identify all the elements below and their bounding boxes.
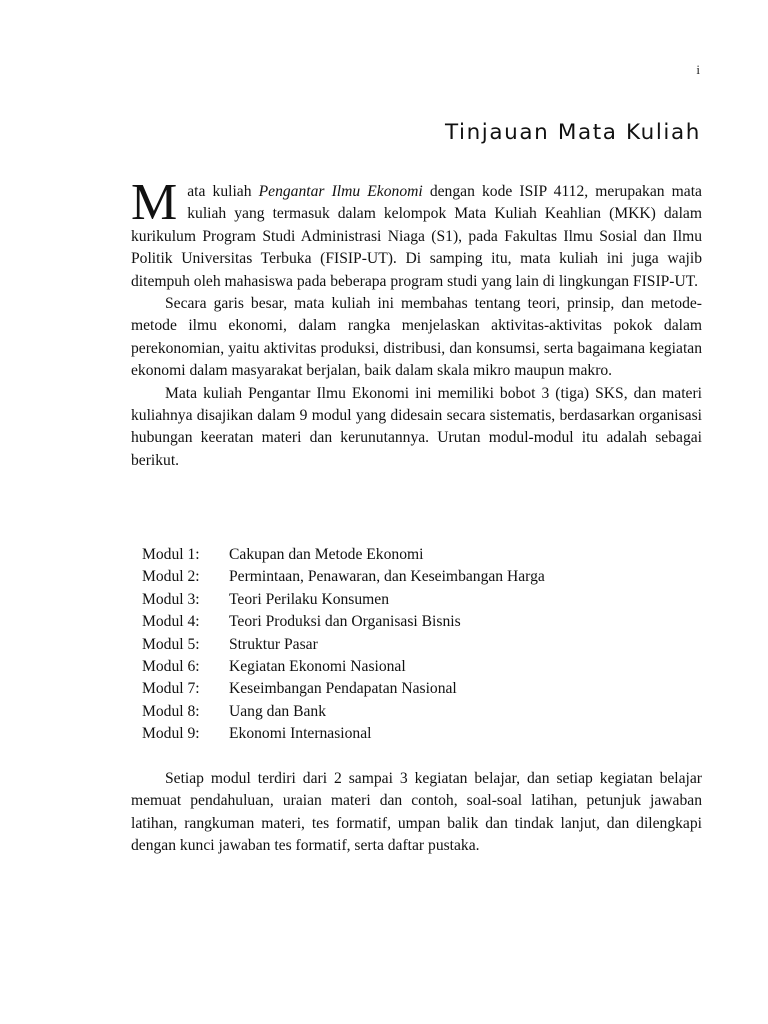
list-item — [142, 589, 545, 611]
module-label: Modul 4: — [142, 613, 200, 631]
module-title: Ekonomi Internasional — [229, 725, 372, 743]
module-title: Teori Perilaku Konsumen — [229, 590, 390, 608]
module-label: Modul 1: — [142, 546, 200, 563]
list-item — [142, 634, 545, 656]
list-item — [142, 566, 545, 588]
module-title: Struktur Pasar — [229, 635, 318, 653]
closing-paragraph: Setiap modul terdiri dari 2 sampai 3 kegiatan belajar, dan setiap kegiatan belajar memuat pendahuluan, uraian materi dan contoh, soal-soal latihan, petunjuk jawaban latihan, rangkuman materi, tes formatif, umpan balik dan tindak lanjut, dan dilengkapi dengan kunci jawaban tes formatif, serta daftar pustaka. — [131, 770, 702, 855]
module-title: Permintaan, Penawaran, dan Keseimbangan Harga — [229, 568, 545, 586]
module-label: Modul 9: — [142, 725, 200, 743]
list-item — [142, 656, 545, 678]
module-title: Uang dan Bank — [229, 702, 327, 720]
module-title: Cakupan dan Metode Ekonomi — [229, 546, 424, 563]
module-list — [142, 544, 545, 746]
intro-paragraph-3: Mata kuliah Pengantar Ilmu Ekonomi ini memiliki bobot 3 (tiga) SKS, dan materi kuliahnya disajikan dalam 9 modul yang didesain secara sistematis, berdasarkan organisasi hubungan keeratan materi dan kerunutannya. Urutan modul-modul itu adalah sebagai berikut. — [131, 384, 702, 469]
module-title: Keseimbangan Pendapatan Nasional — [229, 680, 457, 698]
module-title: Teori Produksi dan Organisasi Bisnis — [229, 613, 461, 631]
module-label: Modul 2: — [142, 568, 200, 586]
module-label: Modul 6: — [142, 658, 200, 676]
page-number: i — [696, 62, 700, 77]
module-label: Modul 8: — [142, 702, 200, 720]
module-label: Modul 5: — [142, 635, 200, 653]
closing-section — [131, 768, 702, 858]
intro-paragraph-2: Secara garis besar, mata kuliah ini membahas tentang teori, prinsip, dan metode-metode ilmu ekonomi, dalam rangka menjelaskan aktivitas-aktivitas pokok dalam perekonomian, yaitu aktivitas produksi, distribusi, dan konsumsi, serta bagaimana kegiatan ekonomi dalam masyarakat berjalan, baik dalam skala mikro maupun makro. — [131, 295, 702, 380]
list-item — [142, 611, 545, 633]
list-item — [142, 701, 545, 723]
intro-paragraph-1 — [131, 174, 702, 293]
intro-section — [131, 174, 702, 472]
module-title: Kegiatan Ekonomi Nasional — [229, 658, 406, 676]
drop-cap: M — [131, 174, 178, 231]
module-label: Modul 3: — [142, 590, 200, 608]
page-title: Tinjauan Mata Kuliah — [444, 120, 701, 145]
intro-text-rest: dengan kode ISIP 4112, merupakan mata kuliah yang termasuk dalam kelompok Mata Kuliah Keahlian (MKK) dalam kurikulum Program Studi Administrasi Niaga (S1), pada Fakultas Ilmu Sosial dan Ilmu Politik Universitas Terbuka (FISIP-UT). Di samping itu, mata kuliah ini juga wajib ditempuh oleh mahasiswa pada beberapa program studi yang lain di lingkungan FISIP-UT. — [131, 183, 702, 290]
list-item — [142, 723, 545, 745]
list-item — [142, 678, 545, 700]
module-label: Modul 7: — [142, 680, 200, 698]
course-name-italic: Pengantar Ilmu Ekonomi — [258, 183, 423, 200]
list-item — [142, 544, 545, 566]
intro-text-start: ata kuliah — [187, 183, 259, 200]
